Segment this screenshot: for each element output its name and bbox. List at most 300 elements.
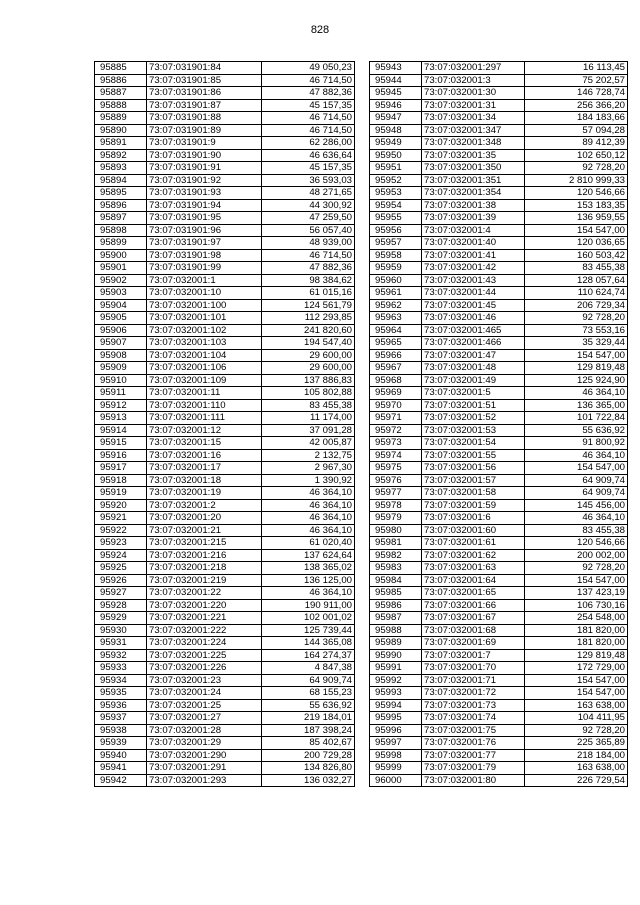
- cadastral-value: 45 157,35: [262, 162, 355, 175]
- cadastral-value: 254 548,00: [525, 612, 628, 625]
- table-row: [95, 537, 355, 550]
- table-row: [95, 262, 355, 275]
- cadastral-number: 73:07:032001:40: [422, 237, 525, 250]
- cadastral-number: 73:07:032001:51: [422, 399, 525, 412]
- cadastral-number: 73:07:032001:46: [422, 312, 525, 325]
- cadastral-number: 73:07:032001:29: [147, 737, 262, 750]
- table-row: [370, 499, 628, 512]
- row-number: 95970: [370, 399, 422, 412]
- cadastral-value: 89 412,39: [525, 137, 628, 150]
- row-number: 95913: [95, 412, 147, 425]
- cadastral-value: 46 714,50: [262, 74, 355, 87]
- table-row: [95, 137, 355, 150]
- cadastral-value: 61 020,40: [262, 537, 355, 550]
- cadastral-value: 35 329,44: [525, 337, 628, 350]
- cadastral-number: 73:07:031901:97: [147, 237, 262, 250]
- table-row: [370, 374, 628, 387]
- cadastral-number: 73:07:032001:101: [147, 312, 262, 325]
- cadastral-value: 101 722,84: [525, 412, 628, 425]
- cadastral-value: 44 300,92: [262, 199, 355, 212]
- cadastral-number: 73:07:032001:221: [147, 612, 262, 625]
- cadastral-value: 56 057,40: [262, 224, 355, 237]
- table-row: [95, 724, 355, 737]
- registry-table-right-body: [370, 62, 628, 787]
- cadastral-number: 73:07:032001:47: [422, 349, 525, 362]
- cadastral-number: 73:07:032001:42: [422, 262, 525, 275]
- cadastral-number: 73:07:032001:23: [147, 674, 262, 687]
- row-number: 95953: [370, 187, 422, 200]
- row-number: 95967: [370, 362, 422, 375]
- row-number: 95945: [370, 87, 422, 100]
- cadastral-value: 154 547,00: [525, 462, 628, 475]
- row-number: 95956: [370, 224, 422, 237]
- cadastral-value: 46 714,50: [262, 112, 355, 125]
- row-number: 95891: [95, 137, 147, 150]
- cadastral-number: 73:07:032001:17: [147, 462, 262, 475]
- cadastral-value: 46 364,10: [525, 387, 628, 400]
- cadastral-value: 218 184,00: [525, 749, 628, 762]
- row-number: 95977: [370, 487, 422, 500]
- cadastral-value: 120 036,65: [525, 237, 628, 250]
- row-number: 95906: [95, 324, 147, 337]
- cadastral-number: 73:07:031901:90: [147, 149, 262, 162]
- table-row: [370, 74, 628, 87]
- cadastral-value: 46 364,10: [525, 512, 628, 525]
- row-number: 95994: [370, 699, 422, 712]
- cadastral-value: 49 050,23: [262, 62, 355, 75]
- cadastral-value: 136 125,00: [262, 574, 355, 587]
- row-number: 95905: [95, 312, 147, 325]
- table-row: [95, 437, 355, 450]
- row-number: 95990: [370, 649, 422, 662]
- row-number: 95955: [370, 212, 422, 225]
- table-row: [95, 374, 355, 387]
- row-number: 95949: [370, 137, 422, 150]
- cadastral-number: 73:07:032001:79: [422, 762, 525, 775]
- row-number: 95940: [95, 749, 147, 762]
- table-row: [370, 349, 628, 362]
- cadastral-value: 46 714,50: [262, 124, 355, 137]
- cadastral-value: 129 819,48: [525, 649, 628, 662]
- cadastral-number: 73:07:032001:80: [422, 774, 525, 787]
- row-number: 95920: [95, 499, 147, 512]
- cadastral-number: 73:07:032001:216: [147, 549, 262, 562]
- row-number: 95947: [370, 112, 422, 125]
- cadastral-number: 73:07:032001:354: [422, 187, 525, 200]
- row-number: 95928: [95, 599, 147, 612]
- cadastral-value: 137 624,64: [262, 549, 355, 562]
- cadastral-number: 73:07:032001:35: [422, 149, 525, 162]
- cadastral-value: 46 714,50: [262, 249, 355, 262]
- table-row: [95, 399, 355, 412]
- registry-table-left: [94, 61, 355, 787]
- page-number: 828: [310, 24, 330, 36]
- table-row: [95, 587, 355, 600]
- cadastral-number: 73:07:031901:88: [147, 112, 262, 125]
- row-number: 95968: [370, 374, 422, 387]
- table-row: [370, 424, 628, 437]
- cadastral-value: 160 503,42: [525, 249, 628, 262]
- table-row: [370, 212, 628, 225]
- table-row: [95, 187, 355, 200]
- table-row: [95, 62, 355, 75]
- cadastral-value: 136 365,00: [525, 399, 628, 412]
- table-row: [370, 387, 628, 400]
- cadastral-number: 73:07:032001:41: [422, 249, 525, 262]
- cadastral-number: 73:07:032001:12: [147, 424, 262, 437]
- cadastral-number: 73:07:032001:73: [422, 699, 525, 712]
- row-number: 95890: [95, 124, 147, 137]
- row-number: 95978: [370, 499, 422, 512]
- cadastral-number: 73:07:032001:30: [422, 87, 525, 100]
- row-number: 95987: [370, 612, 422, 625]
- table-row: [370, 524, 628, 537]
- row-number: 95959: [370, 262, 422, 275]
- cadastral-number: 73:07:032001:18: [147, 474, 262, 487]
- table-row: [370, 62, 628, 75]
- table-row: [95, 512, 355, 525]
- row-number: 95969: [370, 387, 422, 400]
- cadastral-number: 73:07:032001:66: [422, 599, 525, 612]
- cadastral-number: 73:07:032001:350: [422, 162, 525, 175]
- table-row: [370, 737, 628, 750]
- table-row: [95, 699, 355, 712]
- cadastral-value: 83 455,38: [525, 262, 628, 275]
- cadastral-value: 184 183,66: [525, 112, 628, 125]
- row-number: 95937: [95, 712, 147, 725]
- table-row: [95, 224, 355, 237]
- row-number: 95915: [95, 437, 147, 450]
- table-row: [370, 724, 628, 737]
- row-number: 95984: [370, 574, 422, 587]
- cadastral-number: 73:07:032001:52: [422, 412, 525, 425]
- row-number: 95952: [370, 174, 422, 187]
- cadastral-value: 47 882,36: [262, 87, 355, 100]
- row-number: 95975: [370, 462, 422, 475]
- cadastral-number: 73:07:032001:20: [147, 512, 262, 525]
- cadastral-value: 73 553,16: [525, 324, 628, 337]
- table-row: [95, 762, 355, 775]
- cadastral-number: 73:07:031901:92: [147, 174, 262, 187]
- cadastral-number: 73:07:032001:49: [422, 374, 525, 387]
- row-number: 95898: [95, 224, 147, 237]
- cadastral-value: 206 729,34: [525, 299, 628, 312]
- table-row: [95, 637, 355, 650]
- cadastral-value: 68 155,23: [262, 687, 355, 700]
- row-number: 95993: [370, 687, 422, 700]
- cadastral-number: 73:07:032001:465: [422, 324, 525, 337]
- row-number: 95889: [95, 112, 147, 125]
- cadastral-number: 73:07:032001:222: [147, 624, 262, 637]
- cadastral-number: 73:07:032001:69: [422, 637, 525, 650]
- cadastral-number: 73:07:032001:19: [147, 487, 262, 500]
- table-row: [370, 649, 628, 662]
- table-row: [370, 237, 628, 250]
- row-number: 95995: [370, 712, 422, 725]
- table-row: [370, 537, 628, 550]
- row-number: 95980: [370, 524, 422, 537]
- cadastral-number: 73:07:031901:94: [147, 199, 262, 212]
- row-number: 95972: [370, 424, 422, 437]
- cadastral-number: 73:07:031901:98: [147, 249, 262, 262]
- cadastral-number: 73:07:031901:85: [147, 74, 262, 87]
- cadastral-number: 73:07:032001:70: [422, 662, 525, 675]
- table-row: [370, 599, 628, 612]
- table-row: [95, 412, 355, 425]
- cadastral-number: 73:07:032001:31: [422, 99, 525, 112]
- table-row: [370, 399, 628, 412]
- cadastral-number: 73:07:032001:72: [422, 687, 525, 700]
- cadastral-number: 73:07:032001:55: [422, 449, 525, 462]
- cadastral-number: 73:07:032001:62: [422, 549, 525, 562]
- cadastral-number: 73:07:032001:290: [147, 749, 262, 762]
- table-row: [370, 562, 628, 575]
- cadastral-value: 37 091,28: [262, 424, 355, 437]
- cadastral-value: 163 638,00: [525, 699, 628, 712]
- cadastral-value: 29 600,00: [262, 349, 355, 362]
- table-row: [370, 624, 628, 637]
- row-number: 95982: [370, 549, 422, 562]
- cadastral-value: 64 909,74: [525, 474, 628, 487]
- cadastral-value: 61 015,16: [262, 287, 355, 300]
- cadastral-value: 172 729,00: [525, 662, 628, 675]
- cadastral-number: 73:07:032001:110: [147, 399, 262, 412]
- cadastral-value: 128 057,64: [525, 274, 628, 287]
- cadastral-number: 73:07:032001:59: [422, 499, 525, 512]
- row-number: 95991: [370, 662, 422, 675]
- row-number: 95934: [95, 674, 147, 687]
- table-row: [370, 324, 628, 337]
- row-number: 95901: [95, 262, 147, 275]
- cadastral-number: 73:07:032001:21: [147, 524, 262, 537]
- cadastral-value: 48 271,65: [262, 187, 355, 200]
- table-row: [95, 212, 355, 225]
- cadastral-number: 73:07:032001:224: [147, 637, 262, 650]
- row-number: 95921: [95, 512, 147, 525]
- cadastral-number: 73:07:032001:106: [147, 362, 262, 375]
- cadastral-value: 46 636,64: [262, 149, 355, 162]
- cadastral-value: 98 384,62: [262, 274, 355, 287]
- cadastral-value: 83 455,38: [525, 524, 628, 537]
- table-row: [95, 612, 355, 625]
- table-row: [370, 124, 628, 137]
- cadastral-number: 73:07:032001:10: [147, 287, 262, 300]
- row-number: 95912: [95, 399, 147, 412]
- table-row: [370, 674, 628, 687]
- cadastral-number: 73:07:032001:5: [422, 387, 525, 400]
- cadastral-value: 46 364,10: [262, 487, 355, 500]
- table-row: [370, 574, 628, 587]
- cadastral-number: 73:07:032001:71: [422, 674, 525, 687]
- cadastral-value: 46 364,10: [262, 587, 355, 600]
- cadastral-value: 241 820,60: [262, 324, 355, 337]
- table-row: [95, 624, 355, 637]
- row-number: 95893: [95, 162, 147, 175]
- row-number: 95964: [370, 324, 422, 337]
- cadastral-value: 120 546,66: [525, 537, 628, 550]
- row-number: 95973: [370, 437, 422, 450]
- cadastral-value: 194 547,40: [262, 337, 355, 350]
- row-number: 95981: [370, 537, 422, 550]
- row-number: 95983: [370, 562, 422, 575]
- cadastral-number: 73:07:031901:89: [147, 124, 262, 137]
- row-number: 95939: [95, 737, 147, 750]
- row-number: 95943: [370, 62, 422, 75]
- row-number: 95985: [370, 587, 422, 600]
- row-number: 95944: [370, 74, 422, 87]
- cadastral-number: 73:07:032001:45: [422, 299, 525, 312]
- cadastral-number: 73:07:031901:91: [147, 162, 262, 175]
- table-row: [370, 112, 628, 125]
- cadastral-number: 73:07:032001:3: [422, 74, 525, 87]
- row-number: 95894: [95, 174, 147, 187]
- table-row: [95, 387, 355, 400]
- cadastral-number: 73:07:032001:218: [147, 562, 262, 575]
- table-row: [370, 549, 628, 562]
- cadastral-value: 92 728,20: [525, 562, 628, 575]
- cadastral-value: 105 802,88: [262, 387, 355, 400]
- row-number: 95936: [95, 699, 147, 712]
- row-number: 95903: [95, 287, 147, 300]
- row-number: 95888: [95, 99, 147, 112]
- row-number: 95960: [370, 274, 422, 287]
- table-row: [370, 699, 628, 712]
- row-number: 95918: [95, 474, 147, 487]
- row-number: 95909: [95, 362, 147, 375]
- row-number: 95942: [95, 774, 147, 787]
- cadastral-number: 73:07:032001:215: [147, 537, 262, 550]
- table-row: [95, 674, 355, 687]
- row-number: 95958: [370, 249, 422, 262]
- table-row: [95, 249, 355, 262]
- table-row: [95, 349, 355, 362]
- row-number: 95902: [95, 274, 147, 287]
- table-row: [370, 249, 628, 262]
- table-row: [370, 712, 628, 725]
- table-row: [370, 187, 628, 200]
- row-number: 95932: [95, 649, 147, 662]
- cadastral-number: 73:07:031901:87: [147, 99, 262, 112]
- table-row: [95, 362, 355, 375]
- cadastral-number: 73:07:032001:58: [422, 487, 525, 500]
- cadastral-value: 154 547,00: [525, 349, 628, 362]
- cadastral-number: 73:07:032001:56: [422, 462, 525, 475]
- cadastral-value: 146 728,74: [525, 87, 628, 100]
- cadastral-value: 1 390,92: [262, 474, 355, 487]
- row-number: 95986: [370, 599, 422, 612]
- cadastral-number: 73:07:032001:4: [422, 224, 525, 237]
- table-row: [370, 174, 628, 187]
- cadastral-number: 73:07:032001:76: [422, 737, 525, 750]
- row-number: 95941: [95, 762, 147, 775]
- row-number: 95929: [95, 612, 147, 625]
- cadastral-number: 73:07:032001:111: [147, 412, 262, 425]
- cadastral-number: 73:07:032001:74: [422, 712, 525, 725]
- cadastral-number: 73:07:032001:109: [147, 374, 262, 387]
- cadastral-number: 73:07:032001:77: [422, 749, 525, 762]
- table-row: [95, 274, 355, 287]
- cadastral-value: 75 202,57: [525, 74, 628, 87]
- table-row: [370, 412, 628, 425]
- cadastral-value: 138 365,02: [262, 562, 355, 575]
- cadastral-value: 92 728,20: [525, 162, 628, 175]
- table-row: [95, 524, 355, 537]
- cadastral-value: 134 826,80: [262, 762, 355, 775]
- cadastral-value: 42 005,87: [262, 437, 355, 450]
- table-row: [95, 599, 355, 612]
- cadastral-number: 73:07:032001:2: [147, 499, 262, 512]
- cadastral-number: 73:07:032001:67: [422, 612, 525, 625]
- cadastral-value: 102 650,12: [525, 149, 628, 162]
- table-row: [370, 637, 628, 650]
- cadastral-number: 73:07:032001:293: [147, 774, 262, 787]
- table-row: [95, 74, 355, 87]
- table-row: [95, 199, 355, 212]
- cadastral-value: 125 924,90: [525, 374, 628, 387]
- cadastral-number: 73:07:032001:25: [147, 699, 262, 712]
- cadastral-value: 219 184,01: [262, 712, 355, 725]
- cadastral-value: 187 398,24: [262, 724, 355, 737]
- table-row: [95, 712, 355, 725]
- table-row: [370, 462, 628, 475]
- row-number: 95948: [370, 124, 422, 137]
- cadastral-value: 190 911,00: [262, 599, 355, 612]
- cadastral-value: 83 455,38: [262, 399, 355, 412]
- cadastral-number: 73:07:031901:84: [147, 62, 262, 75]
- cadastral-value: 124 561,79: [262, 299, 355, 312]
- cadastral-value: 104 411,95: [525, 712, 628, 725]
- cadastral-number: 73:07:032001:64: [422, 574, 525, 587]
- cadastral-number: 73:07:031901:9: [147, 137, 262, 150]
- row-number: 95962: [370, 299, 422, 312]
- cadastral-number: 73:07:032001:103: [147, 337, 262, 350]
- table-row: [370, 774, 628, 787]
- cadastral-number: 73:07:032001:291: [147, 762, 262, 775]
- table-row: [370, 312, 628, 325]
- cadastral-value: 129 819,48: [525, 362, 628, 375]
- row-number: 95979: [370, 512, 422, 525]
- cadastral-value: 47 259,50: [262, 212, 355, 225]
- row-number: 95951: [370, 162, 422, 175]
- row-number: 95885: [95, 62, 147, 75]
- table-row: [370, 299, 628, 312]
- cadastral-value: 55 636,92: [262, 699, 355, 712]
- cadastral-number: 73:07:032001:53: [422, 424, 525, 437]
- row-number: 95911: [95, 387, 147, 400]
- cadastral-number: 73:07:032001:75: [422, 724, 525, 737]
- table-row: [370, 662, 628, 675]
- cadastral-value: 92 728,20: [525, 312, 628, 325]
- row-number: 95997: [370, 737, 422, 750]
- row-number: 95974: [370, 449, 422, 462]
- cadastral-value: 145 456,00: [525, 499, 628, 512]
- cadastral-number: 73:07:031901:95: [147, 212, 262, 225]
- cadastral-value: 144 365,08: [262, 637, 355, 650]
- cadastral-value: 64 909,74: [262, 674, 355, 687]
- table-row: [370, 337, 628, 350]
- row-number: 95923: [95, 537, 147, 550]
- row-number: 95924: [95, 549, 147, 562]
- cadastral-value: 48 939,00: [262, 237, 355, 250]
- table-row: [95, 237, 355, 250]
- row-number: 95938: [95, 724, 147, 737]
- cadastral-value: 46 364,10: [525, 449, 628, 462]
- table-row: [95, 487, 355, 500]
- row-number: 95897: [95, 212, 147, 225]
- cadastral-number: 73:07:032001:1: [147, 274, 262, 287]
- cadastral-value: 181 820,00: [525, 637, 628, 650]
- cadastral-value: 153 183,35: [525, 199, 628, 212]
